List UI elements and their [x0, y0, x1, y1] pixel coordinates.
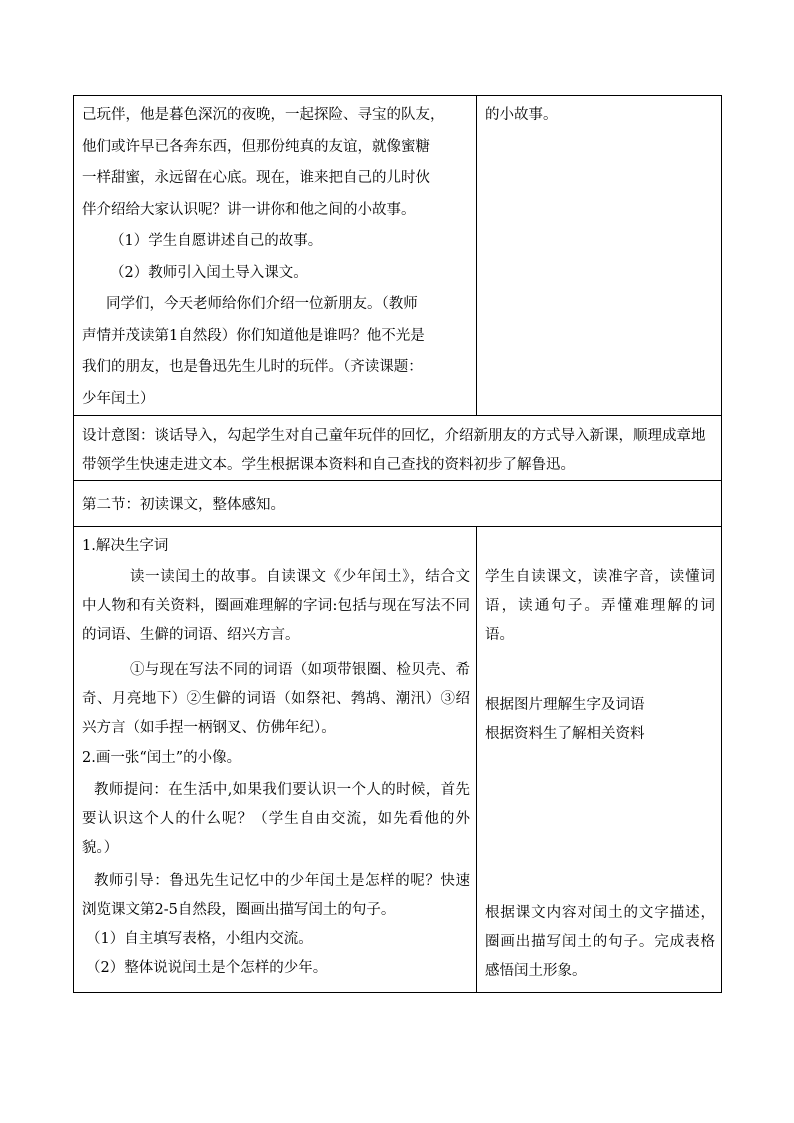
lesson-plan-table: [73, 95, 722, 993]
section-title: 第二节：初读课文，整体感知。: [82, 497, 285, 513]
task-item-2: （2）整体说说闰土是个怎样的少年。: [86, 960, 328, 976]
intro-line-1: 己玩伴，他是暮色深沉的夜晚，一起探险、寻宝的队友，: [82, 107, 445, 123]
design-intent-cell: [74, 416, 722, 481]
table-row-design-intent: [74, 416, 722, 481]
intro-line-8: 声情并茂读第1自然段）你们知道他是谁吗？他不光是: [82, 327, 425, 344]
student-activity-1: 学生自读课文，读准字音，读懂词语，读通句子。弄懂难理解的词语。: [485, 569, 715, 643]
intro-line-10: 少年闰土）: [82, 390, 155, 407]
intro-line-7: 同学们，今天老师给你们介绍一位新朋友。（教师: [106, 296, 418, 312]
teacher-question: 教师提问：在生活中,如果我们要认识一个人的时候，首先要认识这个人的什么呢？（学生自由交流，如先看他的外貌。）: [82, 782, 470, 856]
intro-line-4: 伴介绍给大家认识呢？讲一讲你和他之间的小故事。: [82, 201, 416, 218]
intro-activity-cell: [74, 96, 477, 416]
intro-step-1: （1）学生自愿讲述自己的故事。: [110, 233, 323, 249]
vocabulary-paragraph: 读一读闰土的故事。自读课文《少年闰土》，结合文中人物和有关资料，圈画难理解的字词:包括与现在写法不同的词语、生僻的词语、绍兴方言。: [82, 569, 470, 643]
first-reading-activity-cell: [74, 527, 477, 993]
table-row-section-title: [74, 481, 722, 527]
intro-step-2: （2）教师引入闰土导入课文。: [110, 264, 308, 281]
vocabulary-examples: ①与现在写法不同的词语（如项带银圈、检贝壳、希奇、月亮地下）②生僻的词语（如祭祀、鹁鸪、潮汛）③绍兴方言（如手捏一柄钢叉、仿佛年纪）。: [82, 662, 470, 736]
section-title-cell: [74, 481, 722, 527]
first-reading-student-cell: [477, 527, 722, 993]
task-item-1: （1）自主填写表格，小组内交流。: [86, 931, 313, 947]
intro-line-9: 我们的朋友，也是鲁迅先生儿时的玩伴。（齐读课题：: [82, 359, 423, 375]
student-activity-2: 根据图片理解生字及词语: [485, 697, 645, 713]
heading-vocabulary: 1.解决生字词: [82, 538, 169, 554]
heading-portrait: 2.画一张“闰土”的小像。: [82, 750, 242, 766]
student-activity-3: 根据资料生了解相关资料: [485, 726, 645, 742]
design-intent-text: 设计意图：谈话导入，勾起学生对自己童年玩伴的回忆，介绍新朋友的方式导入新课，顺理成章地带领学生快速走进文本。学生根据课本资料和自己查找的资料初步了解鲁迅。: [82, 428, 706, 473]
intro-student-text: 的小故事。: [485, 107, 558, 123]
intro-line-3: 一样甜蜜，永远留在心底。现在，谁来把自己的儿时伙: [82, 170, 430, 186]
student-activity-4: 根据课文内容对闰土的文字描述，圈画出描写闰土的句子。完成表格感悟闰土形象。: [485, 905, 715, 979]
intro-line-2: 他们或许早已各奔东西，但那份纯真的友谊，就像蜜糖: [82, 138, 430, 155]
table-row-intro: [74, 96, 722, 416]
teacher-guidance: 教师引导：鲁迅先生记忆中的少年闰土是怎样的呢？快速浏览课文第2-5自然段，圈画出描写闰土的句子。: [82, 873, 470, 918]
intro-student-cell: [477, 96, 722, 416]
table-row-first-reading: [74, 527, 722, 993]
